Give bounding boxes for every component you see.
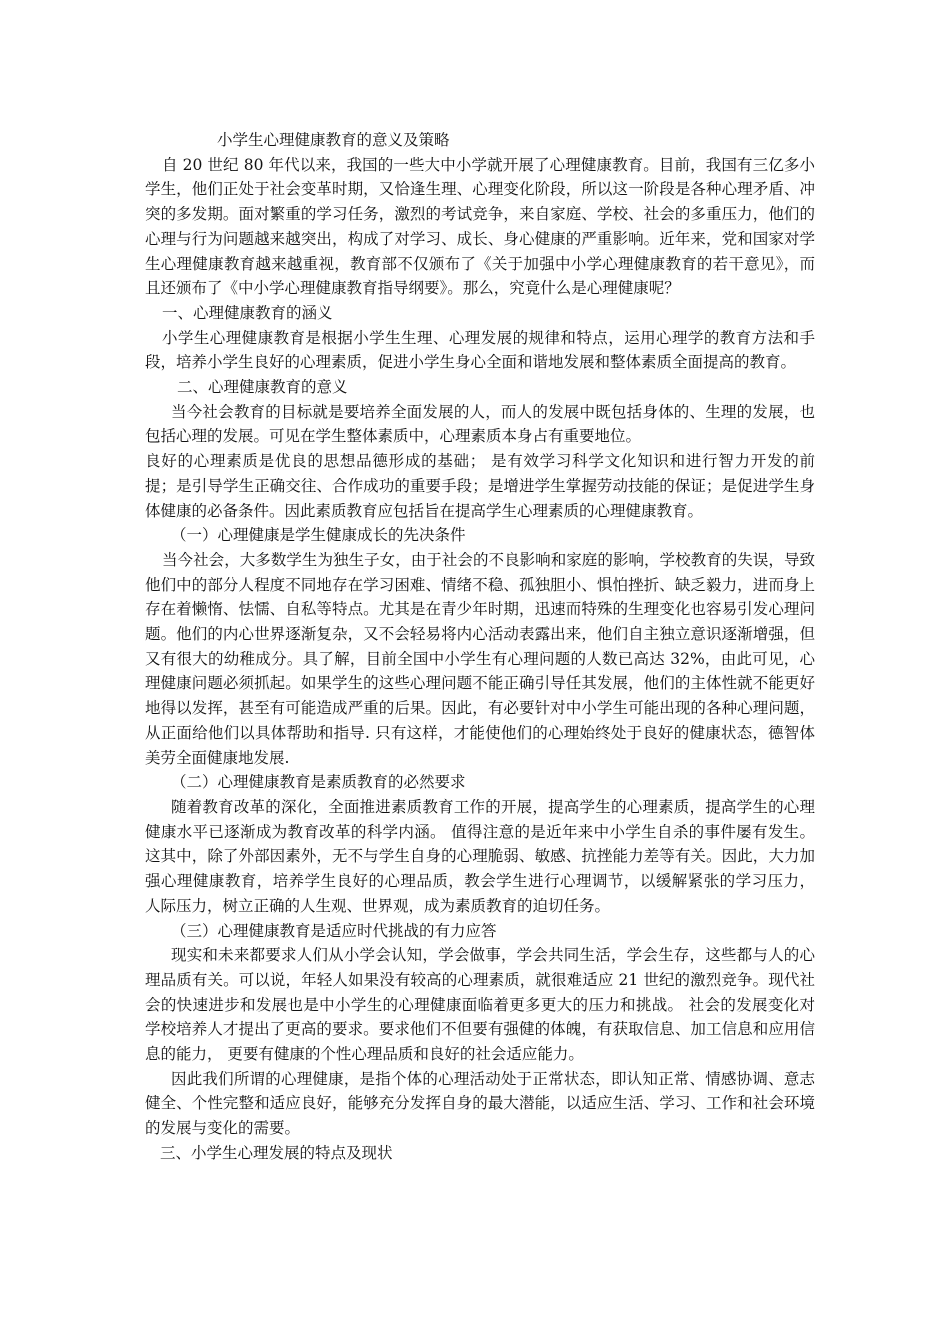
document-title: 小学生心理健康教育的意义及策略 bbox=[217, 131, 450, 149]
subsection3-paragraph-1: 现实和未来都要求人们从小学会认知，学会做事，学会共同生活，学会生存，这些都与人的心理品质有关。可以说，年轻人如果没有较高的心理素质，就很难适应 21 世纪的激烈竞争。现代社会的快速进步和发展也是中小学生的心理健康面临着更多更大的压力和挑战。 社会的发展变化对学校培养人才提出了更高的要求。要求他们不但要有强健的体魄，有获取信息、加工信息和应用信息的能力， 更要有健康的个性心理品质和良好的社会适应能力。 bbox=[145, 946, 815, 1064]
document-page bbox=[145, 128, 815, 1166]
section2-paragraph-2: 良好的心理素质是优良的思想品德形成的基础； 是有效学习科学文化知识和进行智力开发的前提；是引导学生正确交往、合作成功的重要手段；是增进学生掌握劳动技能的保证；是促进学生身体健康的必备条件。因此素质教育应包括旨在提高学生心理素质的心理健康教育。 bbox=[145, 452, 815, 520]
section1-paragraph: 小学生心理健康教育是根据小学生生理、心理发展的规律和特点，运用心理学的教育方法和手段，培养小学生良好的心理素质，促进小学生身心全面和谐地发展和整体素质全面提高的教育。 bbox=[145, 328, 815, 372]
section-heading-1: 一、心理健康教育的涵义 bbox=[162, 303, 333, 322]
intro-paragraph: 自 20 世纪 80 年代以来，我国的一些大中小学就开展了心理健康教育。目前，我国有三亿多小学生，他们正处于社会变革时期，又恰逢生理、心理变化阶段，所以这一阶段是各种心理矛盾、冲突的多发期。面对繁重的学习任务，激烈的考试竞争，来自家庭、学校、社会的多重压力，他们的心理与行为问题越来越突出，构成了对学习、成长、身心健康的严重影响。近年来，党和国家对学生心理健康教育越来越重视，教育部不仅颁布了《关于加强中小学心理健康教育的若干意见》，而且还颁布了《中小学心理健康教育指导纲要》。那么，究竟什么是心理健康呢？ bbox=[145, 155, 815, 298]
subsection1-paragraph: 当今社会，大多数学生为独生子女，由于社会的不良影响和家庭的影响，学校教育的失误，导致他们中的部分人程度不同地存在学习困难、情绪不稳、孤独胆小、惧怕挫折、缺乏毅力，进而身上存在着懒惰、怯懦、自私等特点。尤其是在青少年时期，迅速而特殊的生理变化也容易引发心理问题。他们的内心世界逐渐复杂，又不会轻易将内心活动表露出来，他们自主独立意识逐渐增强，但又有很大的幼稚成分。具了解，目前全国中小学生有心理问题的人数已高达 32%，由此可见，心理健康问题必须抓起。如果学生的这些心理问题不能正确引导任其发展，他们的主体性就不能更好地得以发挥，甚至有可能造成严重的后果。因此，有必要针对中小学生可能出现的各种心理问题，从正面给他们以具体帮助和指导. 只有这样，才能使他们的心理始终处于良好的健康状态，德智体美劳全面健康地发展. bbox=[145, 550, 815, 767]
section-heading-3: 三、小学生心理发展的特点及现状 bbox=[160, 1143, 393, 1162]
section2-paragraph-1: 当今社会教育的目标就是要培养全面发展的人，而人的发展中既包括身体的、生理的发展，也包括心理的发展。可见在学生整体素质中，心理素质本身占有重要地位。 bbox=[145, 402, 815, 446]
subsection2-paragraph: 随着教育改革的深化，全面推进素质教育工作的开展，提高学生的心理素质，提高学生的心理健康水平已逐渐成为教育改革的科学内涵。 值得注意的是近年来中小学生自杀的事件屡有发生。这其中，除了外部因素外，无不与学生自身的心理脆弱、敏感、抗挫能力差等有关。因此，大力加强心理健康教育，培养学生良好的心理品质，教会学生进行心理调节，以缓解紧张的学习压力， 人际压力，树立正确的人生观、世界观，成为素质教育的迫切任务。 bbox=[145, 797, 815, 915]
section-heading-2: 二、心理健康教育的意义 bbox=[177, 378, 348, 397]
subsection-heading-3: （三）心理健康教育是适应时代挑战的有力应答 bbox=[171, 921, 497, 940]
subsection3-paragraph-2: 因此我们所谓的心理健康，是指个体的心理活动处于正常状态，即认知正常、情感协调、意志健全、个性完整和适应良好，能够充分发挥自身的最大潜能，以适应生活、学习、工作和社会环境的发展与变化的需要。 bbox=[145, 1069, 815, 1138]
subsection-heading-2: （二）心理健康教育是素质教育的必然要求 bbox=[171, 773, 466, 792]
subsection-heading-1: （一）心理健康是学生健康成长的先决条件 bbox=[171, 526, 466, 545]
